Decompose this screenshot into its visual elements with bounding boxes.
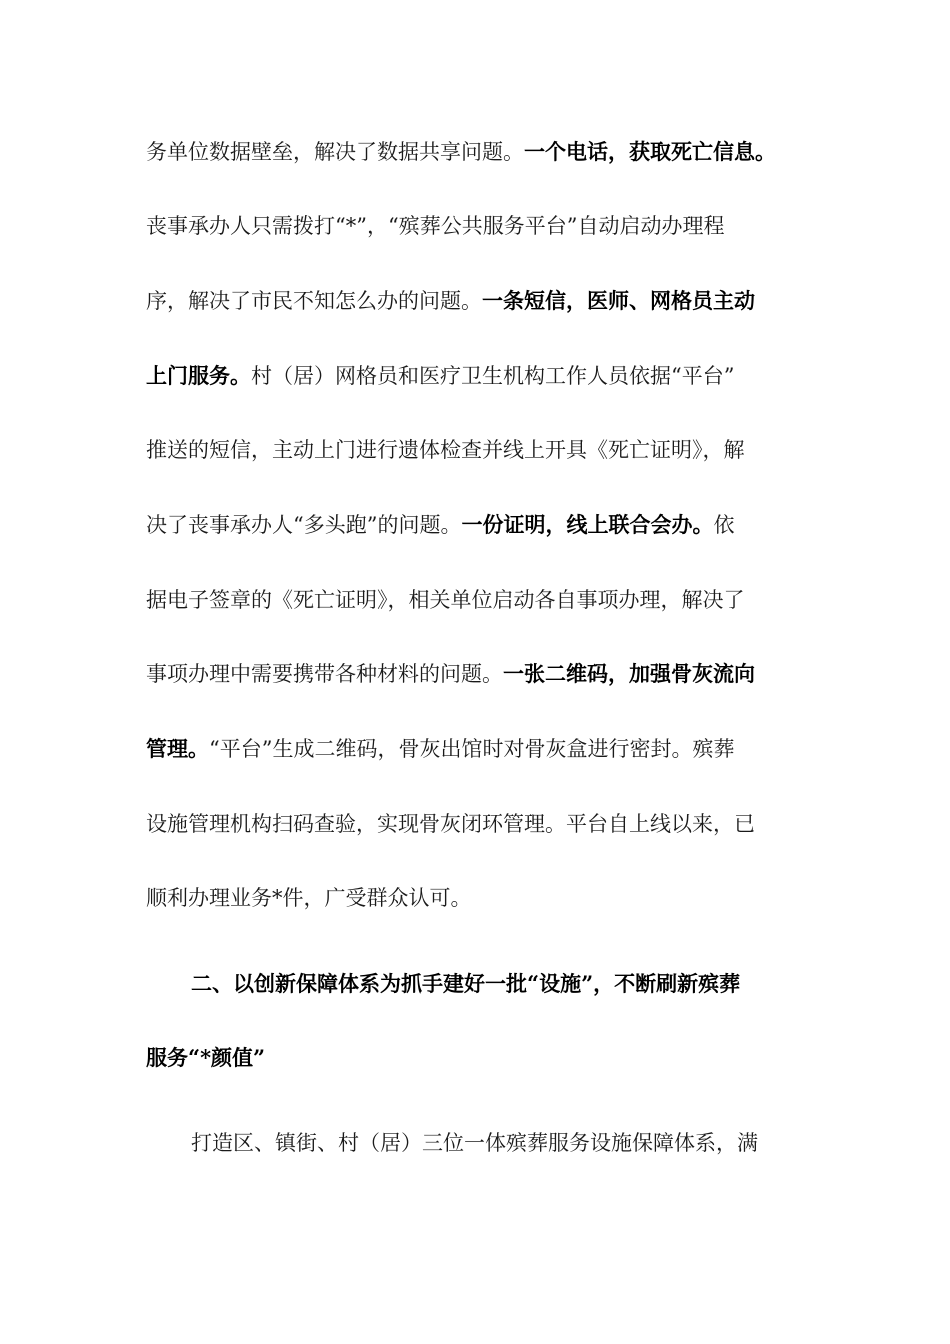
body-line-2 bbox=[146, 210, 806, 242]
bold-key-point: 一个电话，获取死亡信息。 bbox=[524, 139, 776, 164]
body-line-6 bbox=[146, 509, 806, 541]
body-line-1 bbox=[146, 136, 806, 168]
bold-key-point: 管理。 bbox=[146, 736, 209, 761]
body-line-5 bbox=[146, 434, 806, 466]
bold-key-point: 一份证明，线上联合会办。 bbox=[461, 512, 714, 537]
body-text: 推送的短信，主动上门进行遗体检查并线上开具《死亡证明》，解 bbox=[146, 438, 745, 462]
body-text: 务单位数据壁垒，解决了数据共享问题。 bbox=[146, 140, 524, 164]
body-line-7 bbox=[146, 584, 806, 616]
body-text: 村（居）网格员和医疗卫生机构工作人员依据“平台” bbox=[251, 364, 735, 388]
body-text: 丧事承办人只需拨打“*”，“殡葬公共服务平台”自动启动办理程 bbox=[146, 214, 725, 238]
body-text: 序，解决了市民不知怎么办的问题。 bbox=[146, 289, 482, 313]
bold-key-point: 一张二维码，加强骨灰流向 bbox=[503, 661, 755, 686]
bold-key-point: 一条短信，医师、网格员主动 bbox=[482, 288, 755, 313]
body-text: 决了丧事承办人“多头跑”的问题。 bbox=[146, 513, 462, 537]
bold-key-point: 上门服务。 bbox=[146, 363, 251, 388]
paragraph-first-line: 打造区、镇街、村（居）三位一体殡葬服务设施保障体系，满 bbox=[191, 1131, 758, 1155]
body-text: 事项办理中需要携带各种材料的问题。 bbox=[146, 662, 503, 686]
section-heading-line-1: 二、以创新保障体系为抓手建好一批“设施”，不断刷新殡葬 bbox=[191, 971, 741, 996]
body-line-11 bbox=[146, 882, 806, 914]
body-line-10 bbox=[146, 808, 806, 840]
section-heading-line-2: 服务“*颜值” bbox=[146, 1045, 266, 1070]
body-text: 依 bbox=[713, 513, 735, 537]
body-text: 设施管理机构扫码查验，实现骨灰闭环管理。平台自上线以来，已 bbox=[146, 812, 755, 836]
body-text: “平台”生成二维码，骨灰出馆时对骨灰盒进行密封。殡葬 bbox=[209, 737, 735, 761]
body-line-4 bbox=[146, 360, 806, 392]
body-text: 据电子签章的《死亡证明》，相关单位启动各自事项办理，解决了 bbox=[146, 588, 745, 612]
body-text: 顺利办理业务*件，广受群众认可。 bbox=[146, 886, 472, 910]
body-line-3 bbox=[146, 285, 806, 317]
body-line-8 bbox=[146, 658, 806, 690]
body-line-9 bbox=[146, 733, 806, 765]
